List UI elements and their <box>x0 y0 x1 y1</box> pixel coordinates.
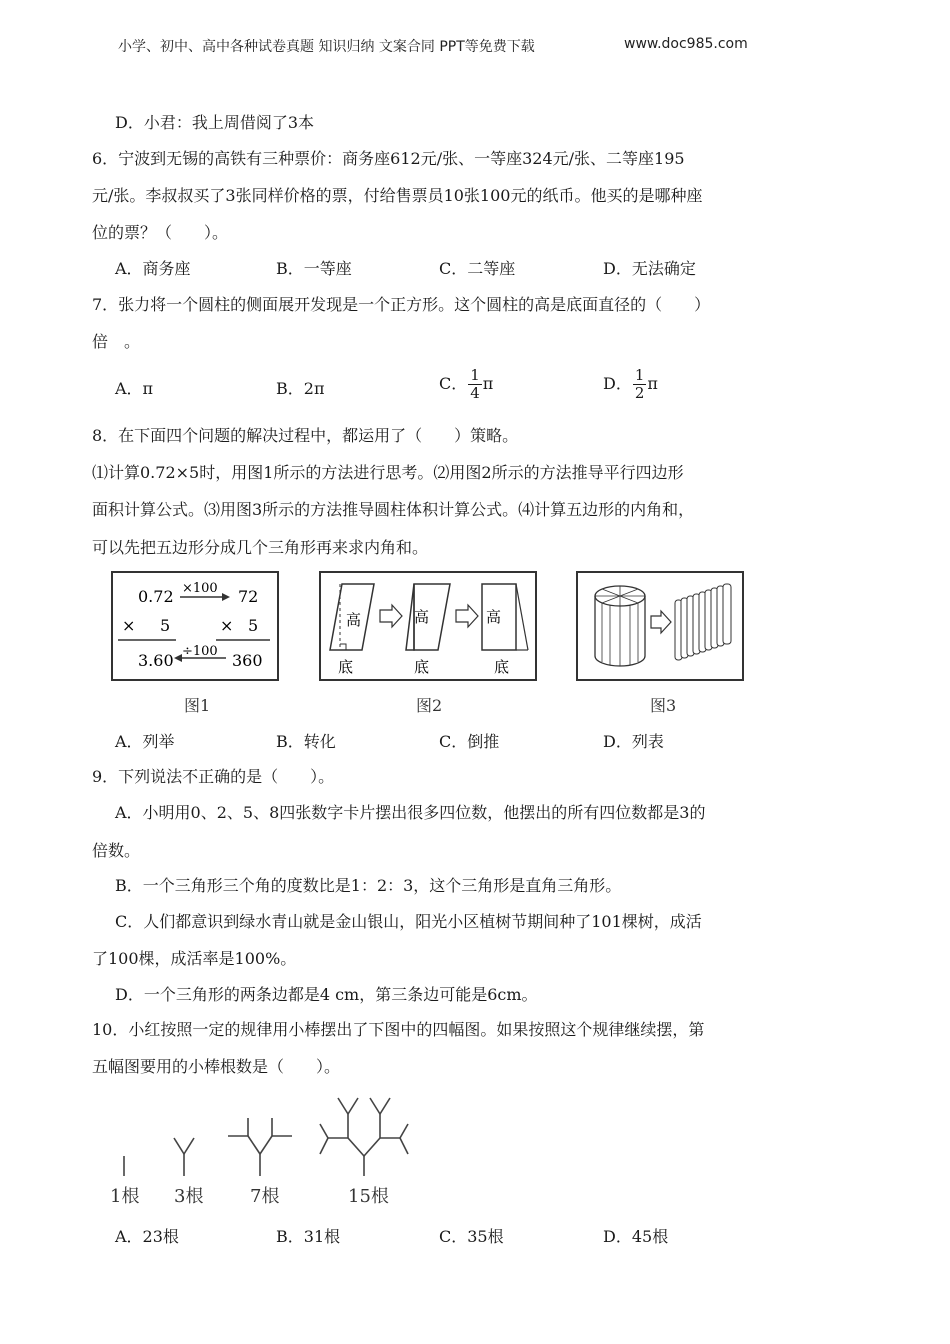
q10-label-7: 7根 <box>250 1186 280 1207</box>
q8-option-a: A．列举 <box>115 732 175 751</box>
fig2-di-3: 底 <box>494 658 510 676</box>
fig1-times-right: × <box>220 616 234 635</box>
fig1-five-left: 5 <box>160 616 171 635</box>
q8-line3: 面积计算公式。⑶用图3所示的方法推导圆柱体积计算公式。⑷计算五边形的内角和， <box>92 500 695 519</box>
q10-option-b: B．31根 <box>276 1227 341 1246</box>
q8-line4: 可以先把五边形分成几个三角形再来求内角和。 <box>92 538 429 557</box>
q9-option-c-line2: 了100棵，成活率是100%。 <box>92 949 297 968</box>
figure-1-caption: 图1 <box>184 696 211 715</box>
fig2-gao-2: 高 <box>414 608 430 626</box>
q9-line1: 9．下列说法不正确的是（ ）。 <box>92 767 335 786</box>
q8-option-b: B．转化 <box>276 732 336 751</box>
q9-option-a-line2: 倍数。 <box>92 841 141 860</box>
q7-option-c <box>439 367 493 402</box>
q8-option-c: C．倒推 <box>439 732 500 751</box>
q10-fig3-sticks <box>228 1118 292 1176</box>
figure-3 <box>575 570 747 684</box>
q8-option-d: D．列表 <box>603 732 664 751</box>
figure-2 <box>318 570 540 684</box>
q7-option-d-fraction <box>633 367 647 402</box>
header-left-text: 小学、初中、高中各种试卷真题 知识归纳 文案合同 PPT等免费下载 <box>118 39 535 55</box>
q7-option-a: A．π <box>115 379 154 398</box>
figure-2-caption: 图2 <box>416 696 443 715</box>
fig2-gao-3: 高 <box>486 608 502 626</box>
fig1-value-c: 3.60 <box>138 651 174 670</box>
q5-option-d: D．小君：我上周借阅了3本 <box>115 113 315 132</box>
q9-option-b: B．一个三角形三个角的度数比是1：2：3，这个三角形是直角三角形。 <box>115 876 622 895</box>
fig1-div100-label: ÷100 <box>182 644 218 659</box>
fig1-value-b: 72 <box>238 587 259 606</box>
q7-option-c-numerator: 1 <box>470 366 480 384</box>
q7-option-d <box>603 367 658 402</box>
q7-line1: 7．张力将一个圆柱的侧面展开发现是一个正方形。这个圆柱的高是底面直径的（ ） <box>92 295 711 314</box>
q7-option-c-prefix: C． <box>439 374 468 393</box>
figure-3-caption: 图3 <box>650 696 677 715</box>
q10-line2: 五幅图要用的小棒根数是（ ）。 <box>92 1057 341 1076</box>
q7-option-c-fraction <box>468 367 482 402</box>
q6-line2: 元/张。李叔叔买了3张同样价格的票，付给售票员10张100元的纸币。他买的是哪种座 <box>92 186 703 205</box>
q7-option-d-prefix: D． <box>603 374 632 393</box>
q10-option-c: C．35根 <box>439 1227 504 1246</box>
q10-fig2-sticks <box>174 1138 194 1176</box>
q9-option-d: D．一个三角形的两条边都是4 cm，第三条边可能是6cm。 <box>115 985 538 1004</box>
q10-label-3: 3根 <box>174 1186 204 1207</box>
q7-option-c-denominator: 4 <box>470 384 480 402</box>
q9-option-c-line1: C．人们都意识到绿水青山就是金山银山，阳光小区植树节期间种了101棵树，成活 <box>115 912 702 931</box>
q6-option-c: C．二等座 <box>439 259 516 278</box>
fig2-gao-1: 高 <box>346 611 362 629</box>
fig1-five-right: 5 <box>248 616 259 635</box>
figure-1 <box>110 570 282 684</box>
q10-fig4-sticks <box>320 1098 408 1176</box>
q6-option-b: B．一等座 <box>276 259 352 278</box>
q10-label-15: 15根 <box>348 1186 389 1207</box>
q7-option-b: B．2π <box>276 379 325 398</box>
q6-line1: 6．宁波到无锡的高铁有三种票价：商务座612元/张、一等座324元/张、二等座195 <box>92 149 685 168</box>
q10-stick-figures <box>100 1088 420 1212</box>
q10-line1: 10．小红按照一定的规律用小棒摆出了下图中的四幅图。如果按照这个规律继续摆，第 <box>92 1020 705 1039</box>
q7-option-c-pi: π <box>482 374 494 393</box>
fig1-mul100-label: ×100 <box>182 581 218 596</box>
q10-option-a: A．23根 <box>115 1227 179 1246</box>
fig1-value-d: 360 <box>232 651 263 670</box>
header-url[interactable]: www.doc985.com <box>624 36 748 52</box>
fig2-di-2: 底 <box>414 658 430 676</box>
q6-option-d: D．无法确定 <box>603 259 696 278</box>
q10-label-1: 1根 <box>110 1186 140 1207</box>
fig1-value-a: 0.72 <box>138 587 174 606</box>
q7-option-d-denominator: 2 <box>634 384 645 402</box>
q10-option-d: D．45根 <box>603 1227 669 1246</box>
q6-line3: 位的票？（ ）。 <box>92 223 229 242</box>
fig3-cylinder-sectors <box>595 586 645 606</box>
fig2-di-1: 底 <box>338 658 354 676</box>
q8-line2: ⑴计算0.72×5时，用图1所示的方法进行思考。⑵用图2所示的方法推导平行四边形 <box>92 463 684 482</box>
q6-option-a: A．商务座 <box>115 259 191 278</box>
q7-option-d-numerator: 1 <box>634 366 645 384</box>
q9-option-a-line1: A．小明用0、2、5、8四张数字卡片摆出很多四位数，他摆出的所有四位数都是3的 <box>115 803 706 822</box>
q7-line2: 倍 。 <box>92 332 141 351</box>
q7-option-d-pi: π <box>647 374 658 393</box>
fig1-times-left: × <box>122 616 136 635</box>
q8-line1: 8．在下面四个问题的解决过程中，都运用了（ ）策略。 <box>92 426 519 445</box>
